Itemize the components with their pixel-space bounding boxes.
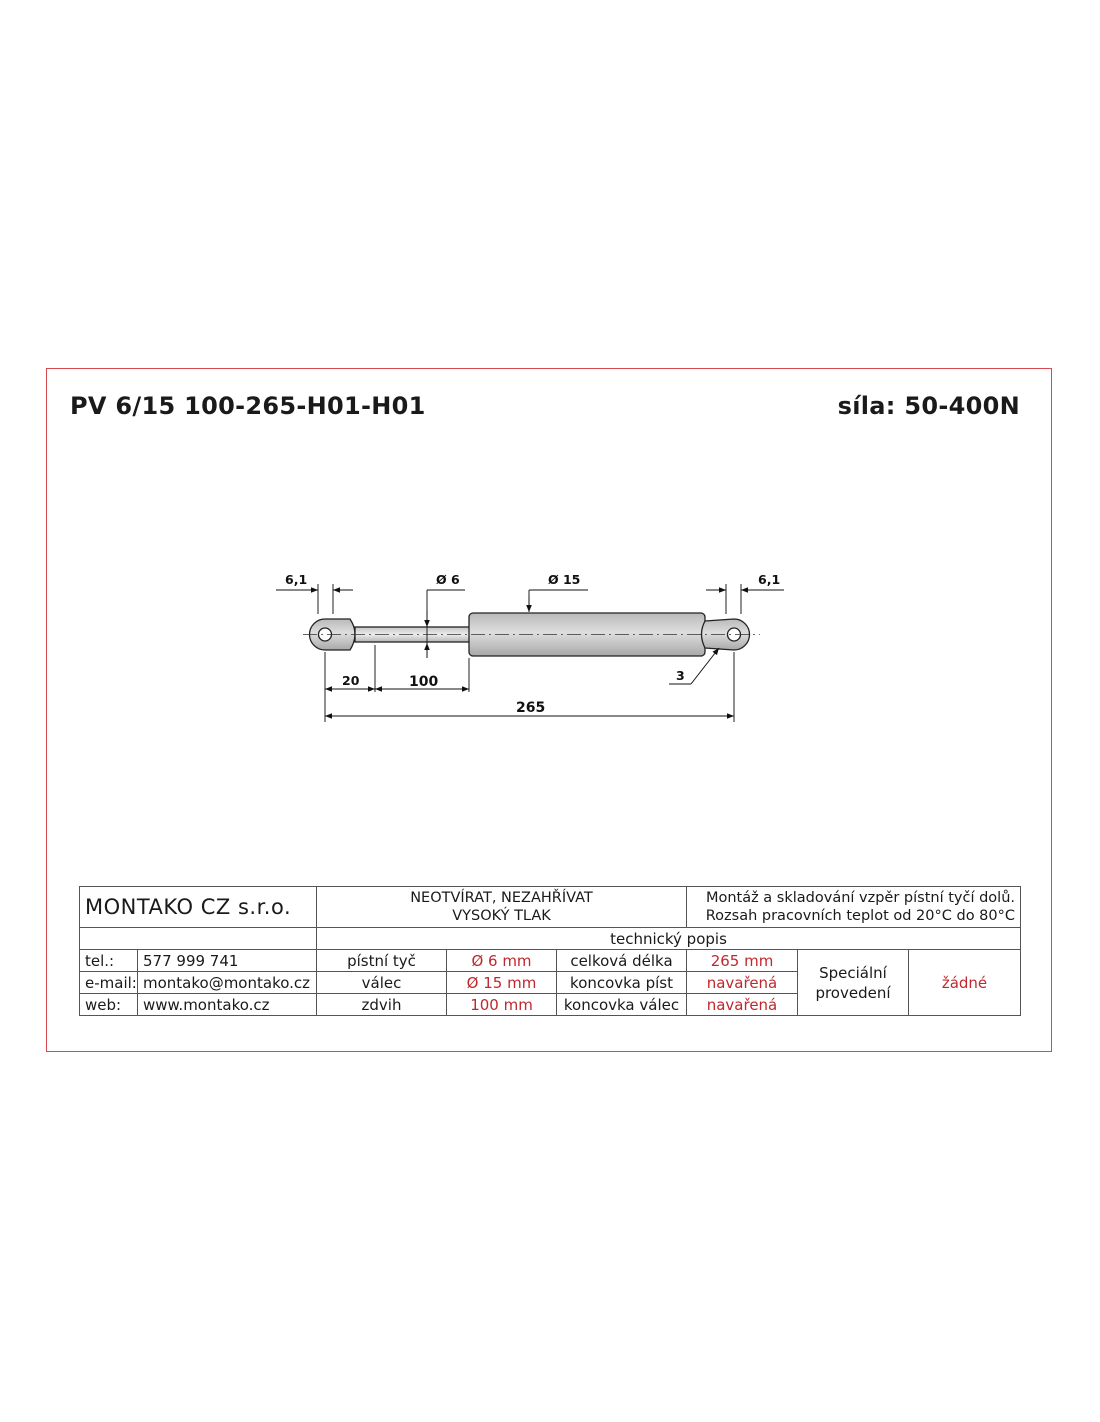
note-line-2: Rozsah pracovních teplot od 20°C do 80°C	[705, 908, 1015, 924]
spec-label: koncovka píst	[557, 972, 687, 994]
spec-value: 265 mm	[687, 950, 798, 972]
spec-label: zdvih	[317, 994, 447, 1016]
warning-line-1: NEOTVÍRAT, NEZAHŘÍVAT	[410, 890, 593, 906]
contact-value: www.montako.cz	[138, 994, 317, 1016]
dim-cylinder-diameter: Ø 15	[548, 572, 581, 587]
company-name: MONTAKO CZ s.r.o.	[80, 887, 317, 928]
contact-label: tel.:	[80, 950, 138, 972]
dim-right-eye: 6,1	[758, 572, 781, 587]
dim-end-length: 20	[342, 673, 360, 688]
contact-label: e-mail:	[80, 972, 138, 994]
spec-label: celková délka	[557, 950, 687, 972]
spec-value: Ø 15 mm	[447, 972, 557, 994]
spec-label: koncovka válec	[557, 994, 687, 1016]
warning-line-2: VYSOKÝ TLAK	[452, 908, 551, 924]
model-title: PV 6/15 100-265-H01-H01	[70, 392, 426, 420]
spec-value: navařená	[687, 972, 798, 994]
mounting-note	[687, 887, 1021, 928]
contact-value: 577 999 741	[138, 950, 317, 972]
special-value: žádné	[909, 950, 1021, 1016]
special-line-2: provedení	[815, 983, 891, 1002]
spec-label: pístní tyč	[317, 950, 447, 972]
spec-value: 100 mm	[447, 994, 557, 1016]
spec-label: válec	[317, 972, 447, 994]
dim-stroke: 100	[409, 674, 439, 690]
blank-cell	[80, 928, 317, 950]
note-line-1: Montáž a skladování vzpěr pístní tyčí dolů.	[705, 890, 1015, 906]
special-label	[798, 950, 909, 1016]
special-line-1: Speciální	[819, 963, 887, 982]
contact-value: montako@montako.cz	[138, 972, 317, 994]
warning-cell	[317, 887, 687, 928]
dim-weld: 3	[676, 668, 685, 683]
dim-total-length: 265	[516, 700, 546, 716]
info-table	[79, 886, 1021, 1016]
contact-label: web:	[80, 994, 138, 1016]
dim-left-eye: 6,1	[285, 572, 308, 587]
dim-rod-diameter: Ø 6	[436, 572, 460, 587]
table-row	[80, 950, 1021, 972]
section-title: technický popis	[317, 928, 1021, 950]
spec-value: navařená	[687, 994, 798, 1016]
spec-value: Ø 6 mm	[447, 950, 557, 972]
force-rating: síla: 50-400N	[837, 392, 1020, 420]
